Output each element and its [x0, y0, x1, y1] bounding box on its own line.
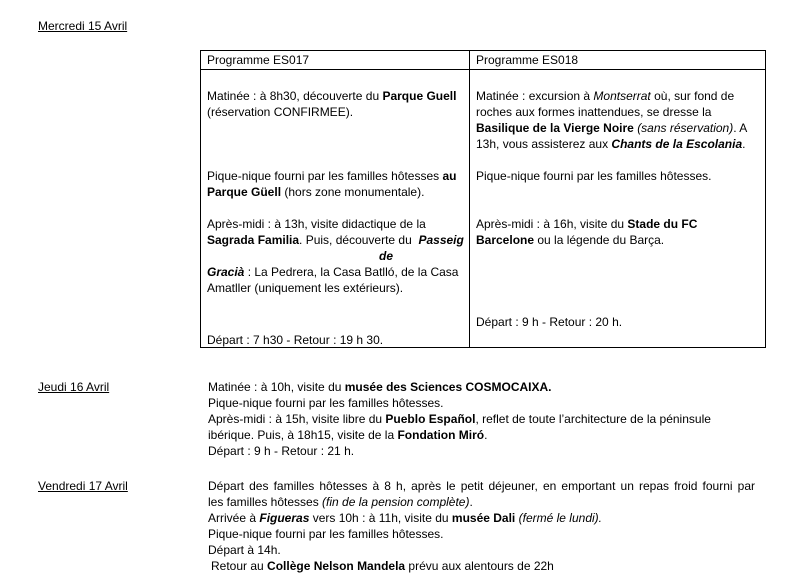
day-label-friday: Vendredi 17 Avril [38, 479, 128, 493]
thursday-afternoon: Après-midi : à 15h, visite libre du Pueblo Español, reflet de toute l’architecture de la péninsule [208, 412, 711, 426]
friday-departure-2: les familles hôtesses (fin de la pension complète). [208, 495, 473, 509]
es018-afternoon: Après-midi : à 16h, visite du Stade du FC Barcelone ou la légende du Barça. [476, 217, 698, 247]
es017-lunch: Pique-nique fourni par les familles hôtesses au Parque Güell (hors zone monumentale). [207, 169, 457, 199]
es018-morning: Matinée : excursion à Montserrat où, sur fond de roches aux formes inattendues, se dresse la Basilique de la Vierge Noire (sans réservation). A 13h, vous assisterez aux Chants de la Escolania. [476, 89, 748, 151]
thursday-morning: Matinée : à 10h, visite du musée des Sciences COSMOCAIXA. [208, 380, 552, 394]
es017-departure-return: Départ : 7 h30 - Retour : 19 h 30. [207, 333, 384, 347]
thursday-departure-return: Départ : 9 h - Retour : 21 h. [208, 444, 355, 458]
es017-morning: Matinée : à 8h30, découverte du Parque Guell (réservation CONFIRMEE). [207, 89, 457, 119]
friday-figueras: Arrivée à Figueras vers 10h : à 11h, visite du musée Dali (fermé le lundi). [208, 511, 602, 525]
program-cell-es018 [470, 70, 766, 348]
program-header-es017: Programme ES017 [201, 51, 470, 70]
friday-leave: Départ à 14h. [208, 543, 281, 557]
friday-departure: Départ des familles hôtesses à 8 h, après le petit déjeuner, en emportant un repas froid fourni par [208, 479, 755, 493]
friday-lunch: Pique-nique fourni par les familles hôtesses. [208, 527, 444, 541]
thursday-lunch: Pique-nique fourni par les familles hôtesses. [208, 396, 444, 410]
es017-afternoon: Après-midi : à 13h, visite didactique de la Sagrada Familia. Puis, découverte du Passeig de Gracià : La Pedrera, la Casa Batlló, de la Casa Amatller (uniquement les extérieurs). [207, 217, 464, 295]
friday-return: Retour au Collège Nelson Mandela prévu aux alentours de 22h [211, 559, 554, 573]
es018-lunch: Pique-nique fourni par les familles hôtesses. [476, 169, 712, 183]
program-cell-es017 [201, 70, 470, 348]
program-table [200, 50, 766, 348]
day-label-wednesday: Mercredi 15 Avril [38, 19, 128, 33]
es018-departure-return: Départ : 9 h - Retour : 20 h. [476, 315, 623, 329]
program-header-es018: Programme ES018 [470, 51, 766, 70]
thursday-afternoon-2: ibérique. Puis, à 18h15, visite de la Fondation Miró. [208, 428, 488, 442]
day-label-thursday: Jeudi 16 Avril [38, 380, 110, 394]
